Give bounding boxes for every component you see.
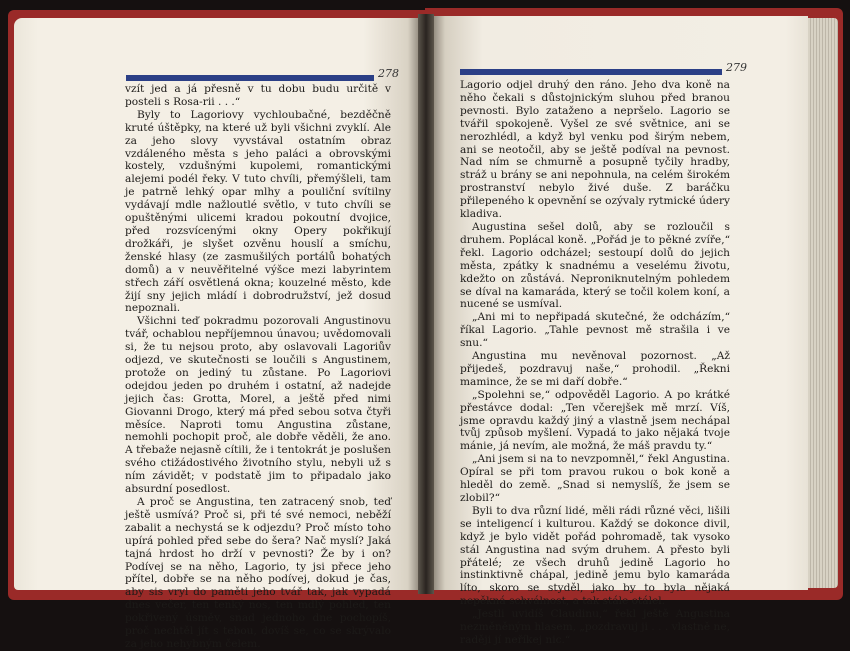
- right-header-rule: [460, 69, 722, 75]
- right-page-number: 279: [726, 61, 747, 74]
- right-paragraph: „Jestli uvidíš Claudinu,“ řekl ještě Angustina nezměněným hlasem, „pozdravuj ji . . . vlastně ne, raději jí neříkej nic.“: [460, 608, 730, 646]
- left-paragraph: Byly to Lagoriovy vychloubačné, bezděčně kruté úštěpky, na které už byli všichni zvyklí. Ale za jeho slovy vyvstával ostatním obraz vzdáleného města s jeho paláci a obrovskými kostely, vzdušnými kupolemi, romantickými alejemi podél řeky. V tuto chvíli, přemýšleli, tam je patrně lehký opar mlhy a pouliční svítilny vydávají mdle nažloutlé světlo, v tuto chvíli se opuštěnými ulicemi kradou pokoutní dvojice, před rozsvícenými okny Opery pokřikují drožkáři, je slyšet ozvěnu houslí a smíchu, ženské hlasy (ze zasmušilých portálů bohatých domů) a v neuvěřitelné výšce mezi labyrintem střech září osvětlená okna; kouzelné město, kde žijí sny jejich mládí i dobrodružství, jež dosud nepoznali.: [125, 108, 391, 315]
- right-paragraph: „Ani jsem si na to nevzpomněl,“ řekl Angustina. Opíral se při tom pravou rukou o bok koně a hleděl do země. „Snad si nemyslíš, že jsem se zlobil?“: [460, 453, 730, 504]
- left-header-rule: [126, 75, 374, 81]
- left-paragraph: vzít jed a já přesně v tu dobu budu určitě v posteli s Rosa-rii . . .“: [125, 83, 391, 108]
- left-page-number: 278: [378, 67, 399, 80]
- left-paragraph: Všichni teď pokradmu pozorovali Angustinovu tvář, ochablou nepříjemnou únavou; uvědomovali si, že tu nejsou proto, aby oslavovali Lagoriův odjezd, ve skutečnosti se loučili s Angustinem, protože on jediný tu zůstane. Po Lagoriovi odejdou jeden po druhém i ostatní, až nadejde jejich čas: Grotta, Morel, a ještě před nimi Giovanni Drogo, který má před sebou sotva čtyři měsíce. Naproti tomu Angustina zůstane, nemohli pochopit proč, ale dobře věděli, že ano. A třebaže nejasně cítili, že i tentokrát je poslušen svého ctižádostivého životního stylu, nebyli už s ním závidět; v podstatě jim to připadalo jako absurdní posedlost.: [125, 315, 391, 496]
- page-edges: [808, 18, 838, 588]
- right-page-text: [460, 79, 730, 647]
- book-gutter: [418, 14, 434, 594]
- right-paragraph: Byli to dva různí lidé, měli rádi různé věci, lišili se inteligencí i kulturou. Každý se dokonce divil, když je bylo vidět pořád pohromadě, tak vysoko stál Angustina nad svým druhem. A přesto byli přátelé; ze všech druhů jedině Lagorio ho instinktivně chápal, jedině jemu bylo kamaráda líto, skoro se styděl, jako by to byla nějaká nepěkná schválnost, a tak stále otálel.: [460, 504, 730, 608]
- right-paragraph: „Spolehni se,“ odpověděl Lagorio. A po krátké přestávce dodal: „Ten včerejšek mě mrzí. Víš, jsme opravdu každý jiný a vlastně jsem nechápal tvůj způsob myšlení. Vypadá to jako nějaká tvoje mánie, já nevím, ale možná, že máš pravdu ty.“: [460, 388, 730, 453]
- right-paragraph: Lagorio odjel druhý den ráno. Jeho dva koně na něho čekali s důstojnickým sluhou před branou pevnosti. Bylo zataženo a nepršelo. Lagorio se tvářil spokojeně. Vyšel ze své světnice, ani se nerozhlédl, a když byl venku pod širým nebem, ani se neotočil, aby se ještě podíval na pevnost. Nad ním se chmurně a posupně tyčily hradby, stráž u brány se ani nepohnula, na celém širokém prostranství nebylo živé duše. Z baráčku přilepeného k opevnění se ozývaly rytmické údery kladiva.: [460, 79, 730, 221]
- right-paragraph: „Ani mi to nepřipadá skutečné, že odcházím,“ říkal Lagorio. „Tahle pevnost mě strašila i ve snu.“: [460, 311, 730, 350]
- right-paragraph: Augustina sešel dolů, aby se rozloučil s druhem. Poplácal koně. „Pořád je to pěkné zvíře,“ řekl. Lagorio odcházel; sestoupí dolů do jejich města, zpátky k snadnému a veselému životu, kdežto on zůstává. Neproniknutelným pohledem se díval na kamaráda, který se točil kolem koní, a nucené se usmíval.: [460, 220, 730, 311]
- left-paragraph: A proč se Angustina, ten zatracený snob, teď ještě usmívá? Proč si, při té své nemoci, neběží zabalit a nechystá se k odjezdu? Proč místo toho upírá pohled před sebe do šera? Nač myslí? Jaká tajná hrdost ho drží v pevnosti? Že by i on? Podívej se na něho, Lagorio, ty jsi přece jeho přítel, dobře se na něho podívej, dokud je čas, aby sis vryl do paměti jeho tvář tak, jak vypadá dnes večer, ten tenký nos, ten mdlý pohled, ten pokřivený úsměv, snad jednoho dne pochopíš, proč nechtěl jít s tebou, dovíš se, co se skrývalo za jeho nehybným čelem.: [125, 496, 391, 650]
- right-paragraph: Angustina mu nevěnoval pozornost. „Až přijedeš, pozdravuj naše,“ prohodil. „Řekni mamince, že se mi daří dobře.“: [460, 350, 730, 388]
- left-page-text: [125, 83, 391, 651]
